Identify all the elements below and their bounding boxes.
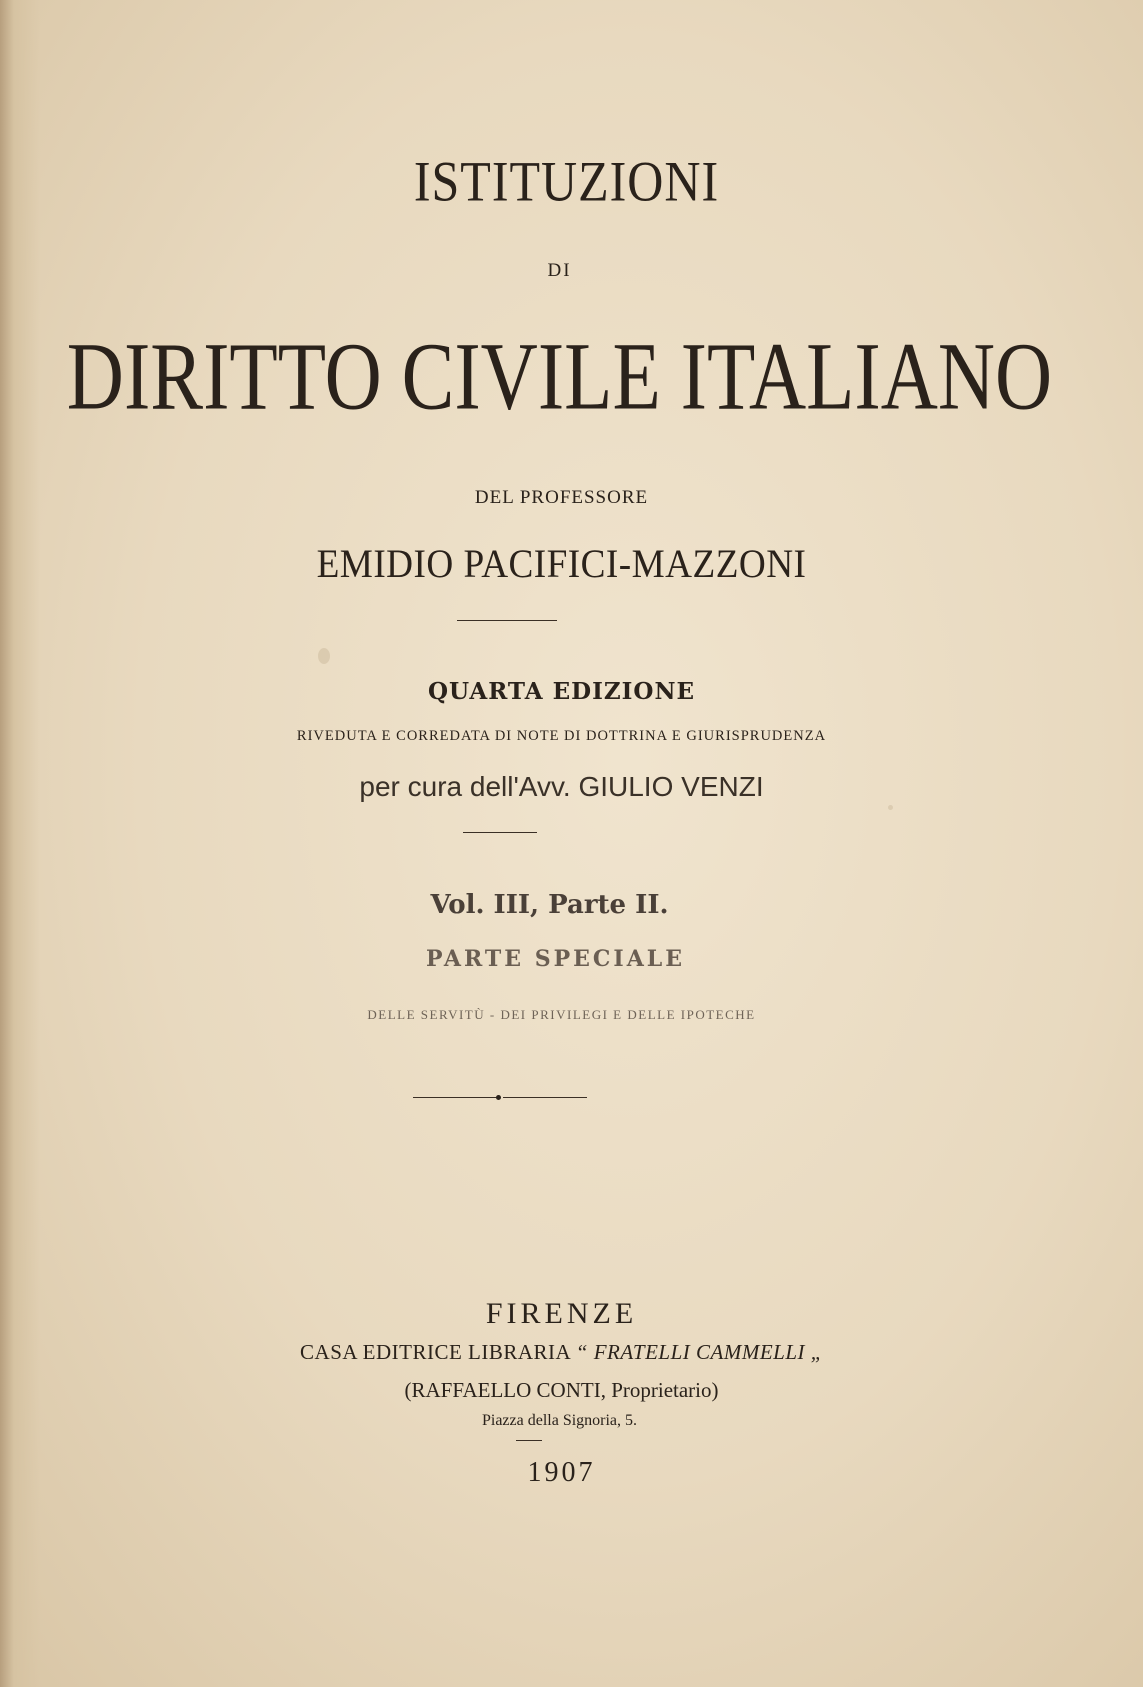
edition-label: QUARTA EDIZIONE [427, 678, 696, 705]
imprint-address: Piazza della Signoria, 5. [481, 1412, 638, 1429]
volume-label: Vol. III, Parte II. [430, 890, 669, 920]
publisher-name: “ FRATELLI CAMMELLI „ [575, 1340, 823, 1364]
imprint-publisher [0, 1340, 1133, 1365]
imprint-city: FIRENZE [485, 1297, 638, 1330]
title-top: ISTITUZIONI [413, 148, 720, 214]
publisher-prefix: CASA EDITRICE LIBRARIA [300, 1340, 571, 1364]
divider-rule [516, 1440, 542, 1441]
ornamental-rule-left [413, 1097, 497, 1098]
publication-year: 1907 [527, 1457, 596, 1488]
divider-rule [457, 620, 557, 621]
divider-rule [463, 832, 537, 833]
revision-note: RIVEDUTA E CORREDATA DI NOTE DI DOTTRINA E GIURISPRUDENZA [296, 728, 827, 744]
paper-stain [318, 648, 330, 664]
part-subjects: DELLE SERVITÙ - DEI PRIVILEGI E DELLE IPOTECHE [367, 1007, 756, 1022]
title-connector: DI [547, 260, 572, 281]
ornamental-dot [496, 1095, 501, 1100]
ornamental-rule-right [503, 1097, 587, 1098]
author-name: EMIDIO PACIFICI-MAZZONI [316, 541, 807, 586]
paper-stain [888, 805, 893, 810]
editor-line: per cura dell'Avv. GIULIO VENZI [359, 771, 764, 802]
book-gutter-shadow [0, 0, 40, 1687]
author-prefix: DEL PROFESSORE [474, 487, 649, 508]
part-title: PARTE SPECIALE [425, 946, 685, 972]
main-title: DIRITTO CIVILE ITALIANO [66, 322, 1053, 430]
imprint-owner: (RAFFAELLO CONTI, Proprietario) [404, 1378, 719, 1402]
